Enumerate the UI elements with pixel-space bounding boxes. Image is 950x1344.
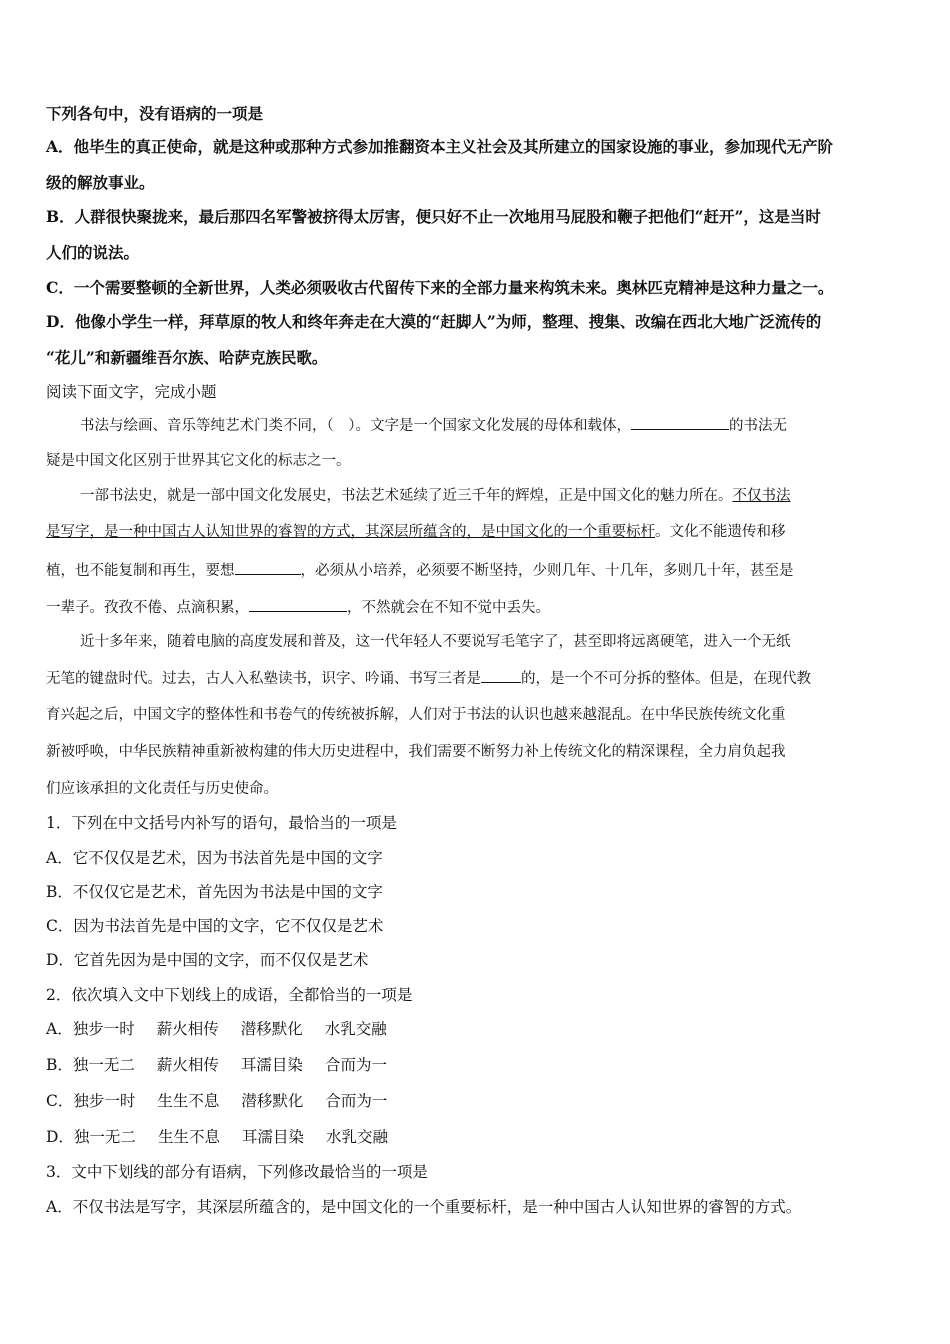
q1-option-c: C．因为书法首先是中国的文字，它不仅仅是艺术 (46, 917, 384, 935)
q2-option-d: D．独一无二 生生不息 耳濡目染 水乳交融 (46, 1128, 388, 1146)
reading-intro: 阅读下面文字，完成小题 (46, 383, 217, 401)
q0-option-c: C．一个需要整顿的全新世界，人类必须吸收古代留传下来的全部力量来构筑未来。奥林匹克精神是这种力量之一。 (46, 278, 834, 297)
passage-p3-line3: 育兴起之后，中国文字的整体性和书卷气的传统被拆解，人们对于书法的认识也越来越混乱。在中华民族传统文化重 (46, 707, 786, 723)
passage-p3-line1: 近十多年来，随着电脑的高度发展和普及，这一代年轻人不要说写毛笔字了，甚至即将远离硬笔，进入一个无纸 (80, 634, 791, 650)
passage-p1-line1: 书法与绘画、音乐等纯艺术门类不同，（ ）。文字是一个国家文化发展的母体和载体， 的书法无 (80, 415, 787, 436)
q1-option-a: A．它不仅仅是艺术，因为书法首先是中国的文字 (46, 849, 383, 867)
blank-1 (631, 415, 729, 430)
passage-p3-line5: 们应该承担的文化责任与历史使命。 (46, 781, 278, 797)
blank-4 (481, 668, 521, 683)
blank-3 (249, 597, 347, 612)
passage-p2-line1: 一部书法史，就是一部中国文化发展史，书法艺术延续了近三千年的辉煌，正是中国文化的魅力所在。不仅书法 (80, 488, 791, 504)
underlined-sentence-part2: 是写字，是一种中国古人认知世界的睿智的方式，其深层所蕴含的，是中国文化的一个重要标杆 (46, 524, 655, 540)
q3-stem: 3．文中下划线的部分有语病，下列修改最恰当的一项是 (46, 1163, 428, 1181)
q0-option-b-line1: B．人群很快聚拢来，最后那四名军警被挤得太厉害，便只好不止一次地用马屁股和鞭子把他们“赶开”，这是当时 (46, 207, 821, 226)
q1-option-d: D．它首先因为是中国的文字，而不仅仅是艺术 (46, 951, 369, 969)
q2-option-c: C．独步一时 生生不息 潜移默化 合而为一 (46, 1092, 388, 1110)
passage-p3-line4: 新被呼唤，中华民族精神重新被构建的伟大历史进程中，我们需要不断努力补上传统文化的精深课程，全力肩负起我 (46, 744, 786, 760)
q0-option-d-line2: “花儿”和新疆维吾尔族、哈萨克族民歌。 (46, 348, 328, 367)
q2-option-b: B．独一无二 薪火相传 耳濡目染 合而为一 (46, 1056, 387, 1074)
q2-option-a: A．独步一时 薪火相传 潜移默化 水乳交融 (46, 1020, 387, 1038)
q3-option-a: A．不仅书法是写字，其深层所蕴含的，是中国文化的一个重要标杆，是一种中国古人认知世界的睿智的方式。 (46, 1198, 802, 1216)
blank-2 (235, 560, 301, 575)
q0-option-d-line1: D．他像小学生一样，拜草原的牧人和终年奔走在大漠的“赶脚人”为师，整理、搜集、改编在西北大地广泛流传的 (46, 312, 822, 331)
q2-stem: 2．依次填入文中下划线上的成语，全都恰当的一项是 (46, 986, 413, 1004)
q1-option-b: B．不仅仅它是艺术，首先因为书法是中国的文字 (46, 883, 383, 901)
passage-p2-line3: 植，也不能复制和再生，要想 ，必须从小培养，必须要不断坚持，少则几年、十几年，多则几十年，甚至是 (46, 560, 794, 581)
q0-option-a-line1: A．他毕生的真正使命，就是这种或那种方式参加推翻资本主义社会及其所建立的国家设施的事业，参加现代无产阶 (46, 137, 834, 156)
passage-p2-line4: 一辈子。孜孜不倦、点滴积累， ，不然就会在不知不觉中丢失。 (46, 597, 550, 618)
passage-p2-line2: 是写字，是一种中国古人认知世界的睿智的方式，其深层所蕴含的，是中国文化的一个重要标杆。文化不能遗传和移 (46, 524, 786, 540)
q1-stem: 1．下列在中文括号内补写的语句，最恰当的一项是 (46, 814, 397, 832)
q0-stem: 下列各句中，没有语病的一项是 (46, 104, 264, 123)
underlined-sentence-part1: 不仅书法 (732, 488, 791, 504)
q0-option-b-line2: 人们的说法。 (46, 243, 140, 262)
passage-p3-line2: 无笔的键盘时代。过去，古人入私塾读书，识字、吟诵、书写三者是 的，是一个不可分拆的整体。但是，在现代教 (46, 668, 811, 689)
q0-option-a-line2: 级的解放事业。 (46, 173, 155, 192)
passage-p1-line2: 疑是中国文化区别于世界其它文化的标志之一。 (46, 453, 351, 469)
